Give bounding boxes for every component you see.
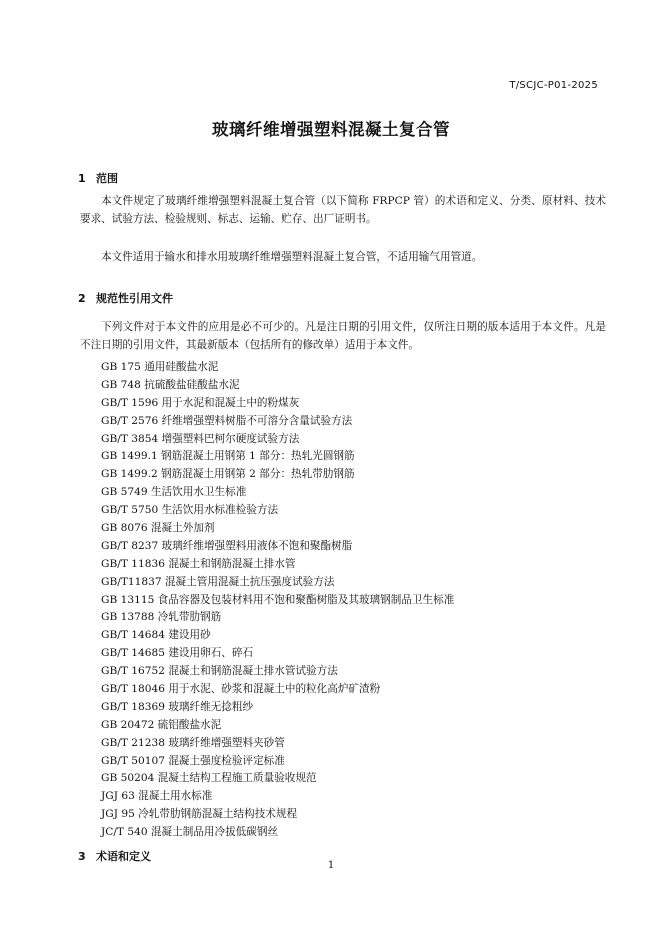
section-1-heading: [78, 170, 118, 186]
reference-item: GB/T 5750 生活饮用水标准检验方法: [101, 504, 279, 517]
reference-item: GB/T 18369 玻璃纤维无捻粗纱: [101, 700, 254, 713]
scope-paragraph: 本文件规定了玻璃纤维增强塑料混凝土复合管（以下简称 FRPCP 管）的术语和定义、分类、原材料、技术要求、试验方法、检验规则、标志、运输、贮存、出厂证明书。: [80, 195, 606, 225]
references-intro: 下列文件对于本文件的应用是必不可少的。凡是注日期的引用文件，仅所注日期的版本适用于本文件。凡是不注日期的引用文件，其最新版本（包括所有的修改单）适用于本文件。: [80, 321, 606, 351]
section-2-heading: [78, 290, 173, 306]
reference-item: JGJ 95 冷轧带肋钢筋混凝土结构技术规程: [101, 808, 298, 821]
section-number: 1: [78, 172, 86, 185]
reference-item: GB/T 16752 混凝土和钢筋混凝土排水管试验方法: [101, 665, 338, 678]
reference-item: GB 175 通用硅酸盐水泥: [101, 361, 219, 373]
section-title: 术语和定义: [96, 850, 151, 863]
reference-list: [101, 359, 454, 842]
reference-item: GB 20472 硫铝酸盐水泥: [101, 718, 222, 731]
reference-item: GB 748 抗硫酸盐硅酸盐水泥: [101, 378, 240, 391]
reference-item: GB/T 2576 纤维增强塑料树脂不可溶分含量试验方法: [101, 414, 353, 427]
reference-item: GB/T 11836 混凝土和钢筋混凝土排水管: [101, 557, 296, 570]
section-title: 规范性引用文件: [96, 292, 173, 305]
reference-item: GB 5749 生活饮用水卫生标准: [101, 486, 247, 499]
reference-item: GB/T 18046 用于水泥、砂浆和混凝土中的粒化高炉矿渣粉: [101, 683, 381, 696]
reference-item: GB/T 8237 玻璃纤维增强塑料用液体不饱和聚酯树脂: [101, 539, 353, 552]
document-title: 玻璃纤维增强塑料混凝土复合管: [212, 120, 450, 139]
reference-item: GB/T 21238 玻璃纤维增强塑料夹砂管: [101, 736, 285, 749]
section-title: 范围: [96, 172, 118, 185]
reference-item: GB/T 14684 建设用砂: [101, 629, 211, 642]
reference-item: GB 50204 混凝土结构工程施工质量验收规范: [101, 772, 317, 785]
reference-item: JC/T 540 混凝土制品用冷拔低碳钢丝: [101, 826, 279, 839]
reference-item: GB/T11837 混凝土管用混凝土抗压强度试验方法: [101, 575, 335, 588]
section-number: 3: [78, 850, 86, 863]
reference-item: GB 13115 食品容器及包装材料用不饱和聚酯树脂及其玻璃钢制品卫生标准: [101, 593, 455, 606]
reference-item: GB 1499.2 钢筋混凝土用钢第 2 部分：热轧带肋钢筋: [101, 468, 355, 481]
scope-applicability-paragraph: 本文件适用于输水和排水用玻璃纤维增强塑料混凝土复合管，不适用输气用管道。: [101, 251, 483, 263]
reference-item: JGJ 63 混凝土用水标准: [101, 790, 213, 803]
reference-item: GB/T 1596 用于水泥和混凝土中的粉煤灰: [101, 396, 300, 409]
section-number: 2: [78, 292, 86, 305]
reference-item: GB/T 3854 增强塑料巴柯尔硬度试验方法: [101, 432, 300, 445]
reference-item: GB/T 14685 建设用卵石、碎石: [101, 647, 254, 660]
reference-item: GB 13788 冷轧带肋钢筋: [101, 611, 222, 624]
reference-item: GB 1499.1 钢筋混凝土用钢第 1 部分：热轧光圆钢筋: [101, 450, 355, 463]
document-code: T/SCJC-P01-2025: [509, 80, 598, 91]
page-number: 1: [327, 860, 335, 871]
reference-item: GB 8076 混凝土外加剂: [101, 522, 215, 535]
reference-item: GB/T 50107 混凝土强度检验评定标准: [101, 754, 285, 767]
